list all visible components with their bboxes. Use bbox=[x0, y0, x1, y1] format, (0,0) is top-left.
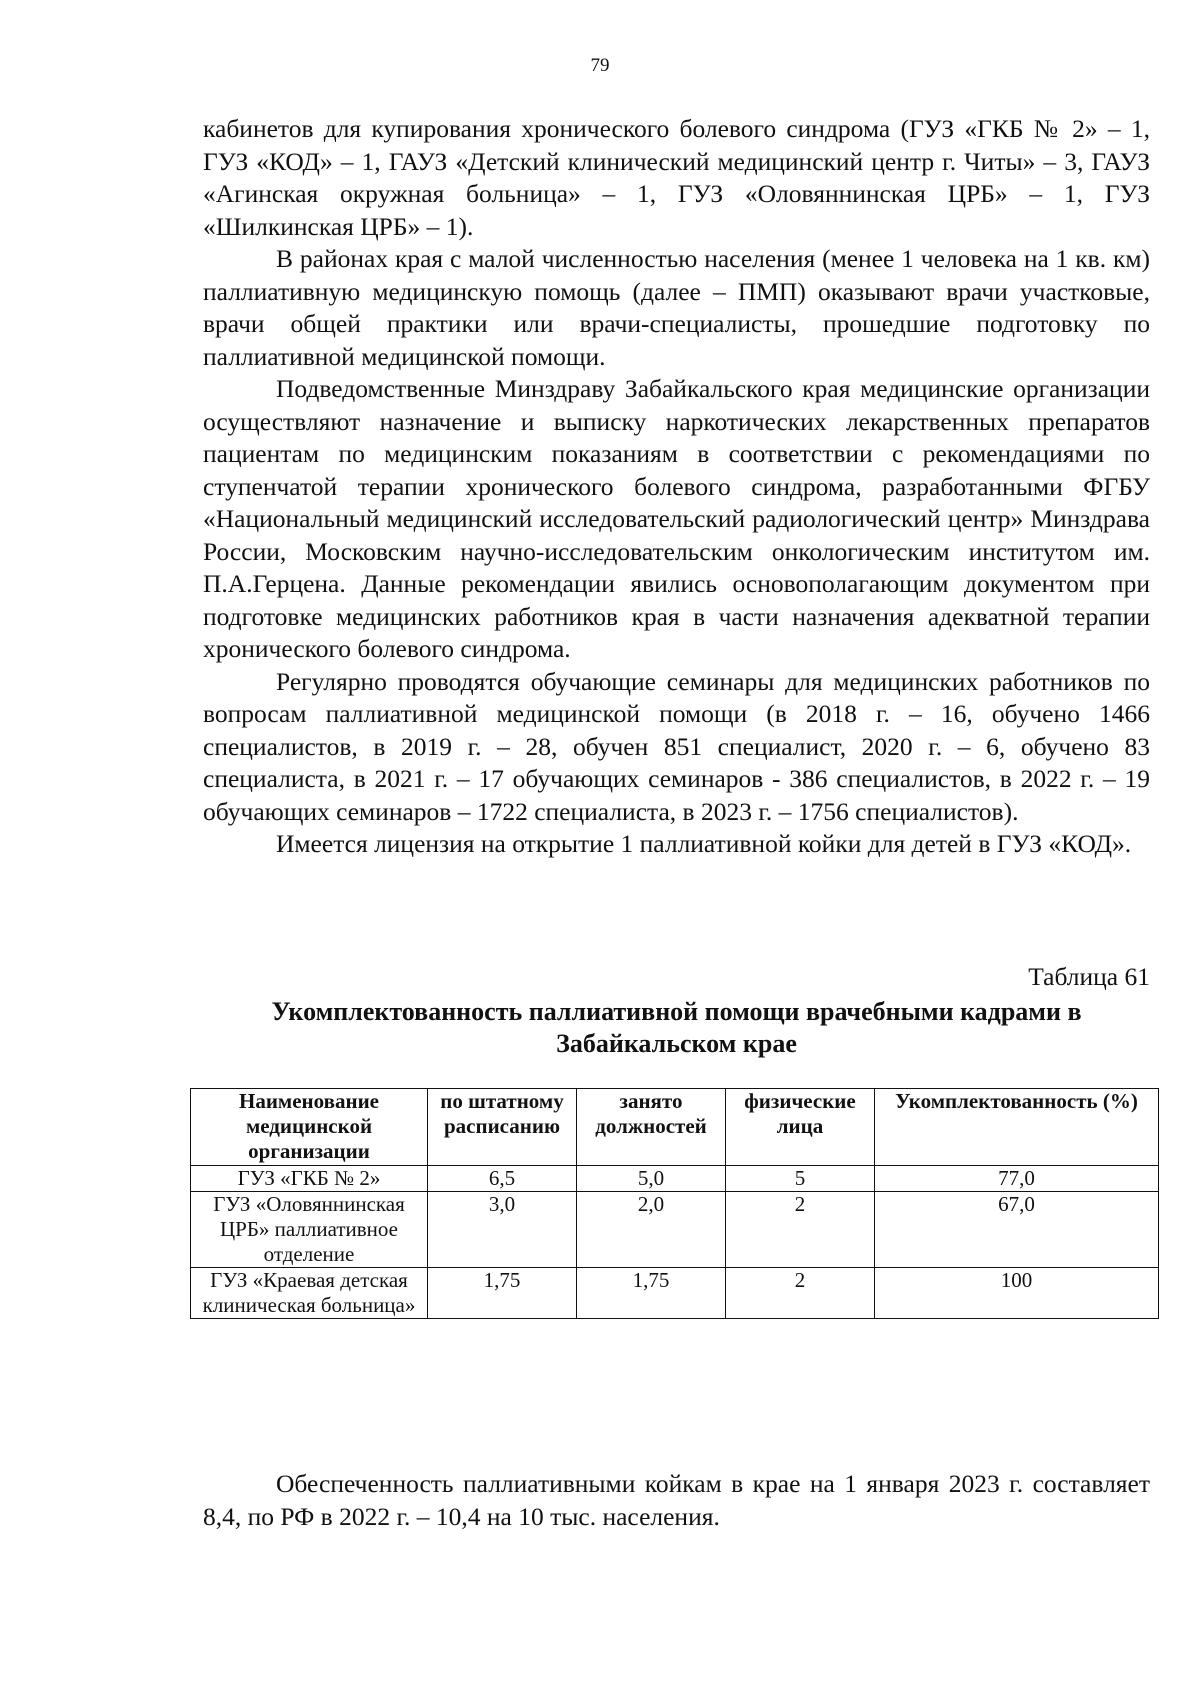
cell-org-name: ГУЗ «Оловяннинская ЦРБ» паллиативное отделение bbox=[191, 1192, 428, 1268]
body-text-bottom bbox=[203, 1468, 1150, 1533]
header-physical-persons: физические лица bbox=[726, 1089, 875, 1166]
paragraph: кабинетов для купирования хронического болевого синдрома (ГУЗ «ГКБ № 2» – 1, ГУЗ «КОД» – 1, ГАУЗ «Детский клинический медицинский центр г. Читы» – 3, ГАУЗ «Агинская окружная больница» – 1, ГУЗ «Оловяннинская ЦРБ» – 1, ГУЗ «Шилкинская ЦРБ» – 1). bbox=[203, 114, 1150, 241]
header-staffing-percent: Укомплектованность (%) bbox=[875, 1089, 1159, 1166]
cell-staffing-percent: 77,0 bbox=[875, 1166, 1159, 1192]
cell-staff-schedule: 3,0 bbox=[428, 1192, 577, 1268]
staffing-table bbox=[190, 1088, 1159, 1319]
header-occupied-positions: занято должностей bbox=[577, 1089, 726, 1166]
cell-physical-persons: 2 bbox=[726, 1192, 875, 1268]
paragraph: Имеется лицензия на открытие 1 паллиативной койки для детей в ГУЗ «КОД». bbox=[276, 829, 1132, 858]
cell-staff-schedule: 1,75 bbox=[428, 1268, 577, 1319]
paragraph: Регулярно проводятся обучающие семинары для медицинских работников по вопросам паллиативной медицинской помощи (в 2018 г. – 16, обучено 1466 специалистов, в 2019 г. – 28, обучен 851 специалист, 2020 г. – 6, обучено 83 специалиста, в 2021 г. – 17 обучающих семинаров - 386 специалистов, в 2022 г. – 19 обучающих семинаров – 1722 специалиста, в 2023 г. – 1756 специалистов). bbox=[203, 666, 1150, 826]
paragraph: Подведомственные Минздраву Забайкальского края медицинские организации осуществляют назначение и выписку наркотических лекарственных препаратов пациентам по медицинским показаниям в соответствии с рекомендациями по ступенчатой терапии хронического болевого синдрома, разработанными ФГБУ «Национальный медицинский исследовательский радиологический центр» Минздрава России, Московским научно-исследовательским онкологическим институтом им. П.А.Герцена. Данные рекомендации явились основополагающим документом при подготовке медицинских работников края в части назначения адекватной терапии хронического болевого синдрома. bbox=[203, 374, 1150, 663]
cell-staff-schedule: 6,5 bbox=[428, 1166, 577, 1192]
page-number: 79 bbox=[590, 55, 610, 76]
table-title-line: Укомплектованность паллиативной помощи врачебными кадрами в bbox=[271, 997, 1082, 1026]
body-text-top bbox=[203, 113, 1150, 861]
header-org-name: Наименование медицинской организации bbox=[191, 1089, 428, 1166]
cell-physical-persons: 2 bbox=[726, 1268, 875, 1319]
cell-staffing-percent: 67,0 bbox=[875, 1192, 1159, 1268]
cell-occupied-positions: 2,0 bbox=[577, 1192, 726, 1268]
paragraph: В районах края с малой численностью населения (менее 1 человека на 1 кв. км) паллиативную медицинскую помощь (далее – ПМП) оказывают врачи участковые, врачи общей практики или врачи-специалисты, прошедшие подготовку по паллиативной медицинской помощи. bbox=[203, 244, 1150, 371]
cell-occupied-positions: 1,75 bbox=[577, 1268, 726, 1319]
cell-physical-persons: 5 bbox=[726, 1166, 875, 1192]
cell-org-name: ГУЗ «Краевая детская клиническая больница» bbox=[191, 1268, 428, 1319]
cell-org-name: ГУЗ «ГКБ № 2» bbox=[191, 1166, 428, 1192]
header-staff-schedule: по штатному расписанию bbox=[428, 1089, 577, 1166]
table-row bbox=[191, 1166, 1159, 1192]
table-title-line: Забайкальском крае bbox=[556, 1029, 797, 1058]
table-title bbox=[203, 996, 1150, 1060]
table-header-row bbox=[191, 1089, 1159, 1166]
table-number: Таблица 61 bbox=[1028, 962, 1150, 991]
cell-staffing-percent: 100 bbox=[875, 1268, 1159, 1319]
table-row bbox=[191, 1268, 1159, 1319]
paragraph: Обеспеченность паллиативными койкам в крае на 1 января 2023 г. составляет 8,4, по РФ в 2022 г. – 10,4 на 10 тыс. населения. bbox=[203, 1469, 1150, 1531]
table-row bbox=[191, 1192, 1159, 1268]
cell-occupied-positions: 5,0 bbox=[577, 1166, 726, 1192]
